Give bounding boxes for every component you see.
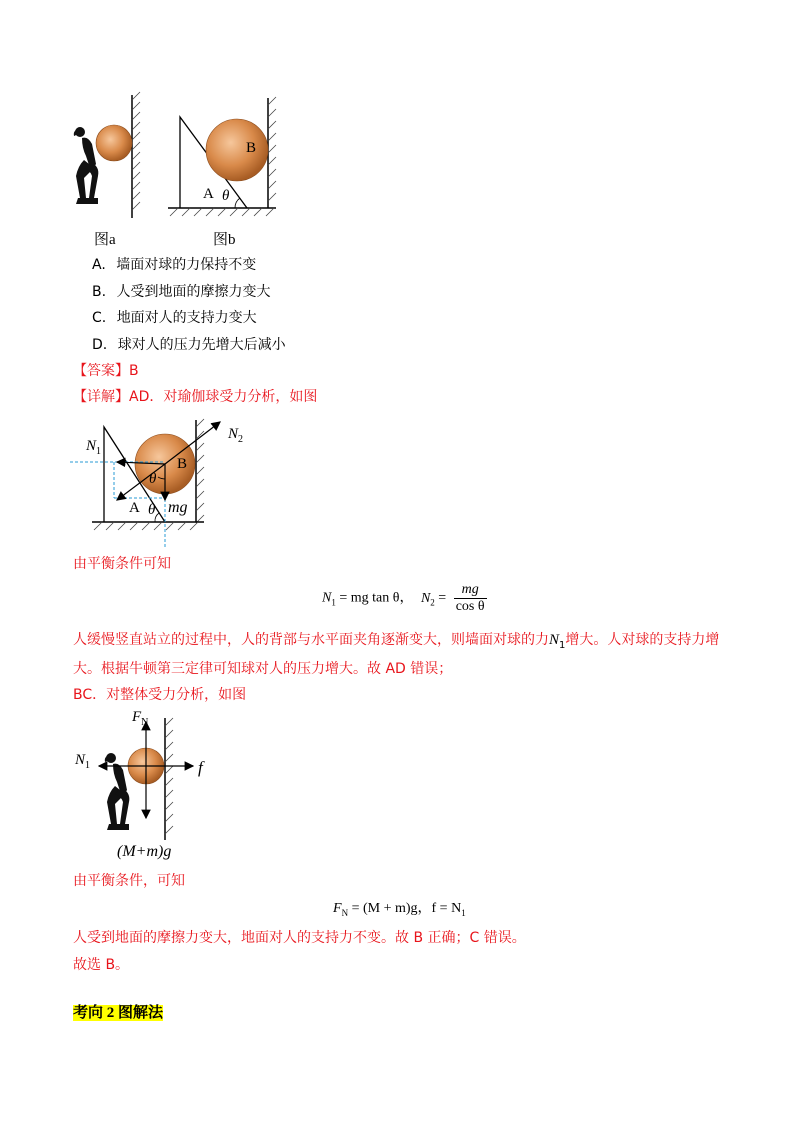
- para-1-n1: N: [549, 632, 560, 648]
- label-theta-ball: θ: [149, 471, 157, 487]
- label-fn: [132, 709, 148, 728]
- force-diagram-ball: [70, 412, 245, 547]
- option-d: [92, 335, 286, 355]
- n1-subscript: 1: [96, 446, 102, 457]
- option-letter: B.: [92, 284, 107, 300]
- label-n1: [86, 438, 101, 457]
- formula-2: [333, 897, 466, 918]
- fraction-numerator: mg: [454, 582, 487, 599]
- label-a-2: A: [129, 500, 140, 516]
- formula-2-expression: = (M + m)g，f = N: [348, 901, 462, 916]
- fn-subscript: N: [141, 717, 149, 728]
- para-1-text-b: 增大。人对球的支持力增: [565, 632, 720, 648]
- option-text: 墙面对球的力保持不变: [116, 257, 257, 273]
- ball-b: [206, 119, 268, 181]
- balance-text-2: 由平衡条件，可知: [73, 873, 185, 889]
- n1-subscript: 1: [85, 760, 91, 771]
- fn-symbol: F: [333, 901, 342, 916]
- n1-subscript: 1: [461, 907, 466, 918]
- fn-subscript: N: [341, 907, 349, 918]
- n1-symbol: N: [322, 590, 332, 606]
- section-heading-text: 考向 2 图解法: [73, 1005, 164, 1021]
- bc-intro: BC．对整体受力分析，如图: [73, 687, 247, 703]
- paragraph-1-line-2: 大。根据牛顿第三定律可知球对人的压力增大。故 AD 错误；: [73, 661, 453, 677]
- n2-equals: =: [434, 590, 450, 606]
- label-n1-whole: [75, 752, 90, 771]
- option-letter: C.: [92, 310, 107, 326]
- label-theta: θ: [222, 188, 230, 204]
- answer: 【答案】B: [73, 363, 139, 379]
- option-c: [92, 308, 257, 328]
- para-1-text-a: 人缓慢竖直站立的过程中，人的背部与水平面夹角逐渐变大，则墙面对球的力: [73, 632, 549, 648]
- paragraph-2: 人受到地面的摩擦力变大，地面对人的支持力不变。故 B 正确；C 错误。: [73, 930, 526, 946]
- label-mg: mg: [168, 499, 188, 516]
- detail-intro: 【详解】AD．对瑜伽球受力分析，如图: [73, 389, 318, 405]
- label-f: f: [198, 758, 203, 777]
- paragraph-1-line-1: [73, 630, 719, 656]
- n1-subscript: 1: [331, 597, 336, 608]
- formula-1: [322, 582, 487, 615]
- option-letter: D.: [92, 337, 108, 353]
- label-total-weight: (M+m)g: [117, 843, 172, 860]
- label-n2: [228, 426, 243, 445]
- caption-figure-a: 图a: [94, 232, 116, 248]
- para-1-n1-subscript: 1: [559, 639, 566, 651]
- n1-symbol: N: [75, 752, 86, 768]
- label-a: A: [203, 186, 214, 202]
- option-text: 人受到地面的摩擦力变大: [116, 284, 271, 300]
- conclusion: 故选 B。: [73, 957, 130, 973]
- n2-symbol: N: [420, 590, 431, 606]
- option-letter: A.: [92, 257, 106, 273]
- n2-symbol: N: [228, 426, 239, 442]
- label-b-2: B: [177, 456, 188, 472]
- n2-subscript: 2: [238, 434, 244, 445]
- option-b: [92, 282, 271, 302]
- n1-symbol: N: [86, 438, 97, 454]
- fn-symbol: F: [132, 709, 142, 725]
- caption-figure-b: 图b: [213, 232, 236, 248]
- figure-a: [70, 90, 150, 225]
- section-heading: [73, 1003, 163, 1023]
- label-b: B: [246, 140, 257, 156]
- yoga-ball: [96, 125, 132, 161]
- option-text: 地面对人的支持力变大: [116, 310, 257, 326]
- n2-subscript: 2: [430, 597, 435, 608]
- n2-fraction: [454, 582, 487, 615]
- fraction-denominator: cos θ: [455, 599, 485, 614]
- label-theta-ground: θ: [148, 502, 156, 518]
- option-text: 球对人的压力先增大后减小: [117, 337, 286, 353]
- balance-text-1: 由平衡条件可知: [73, 556, 171, 572]
- option-a: [92, 255, 256, 275]
- n1-expression: = mg tan θ，: [335, 590, 414, 606]
